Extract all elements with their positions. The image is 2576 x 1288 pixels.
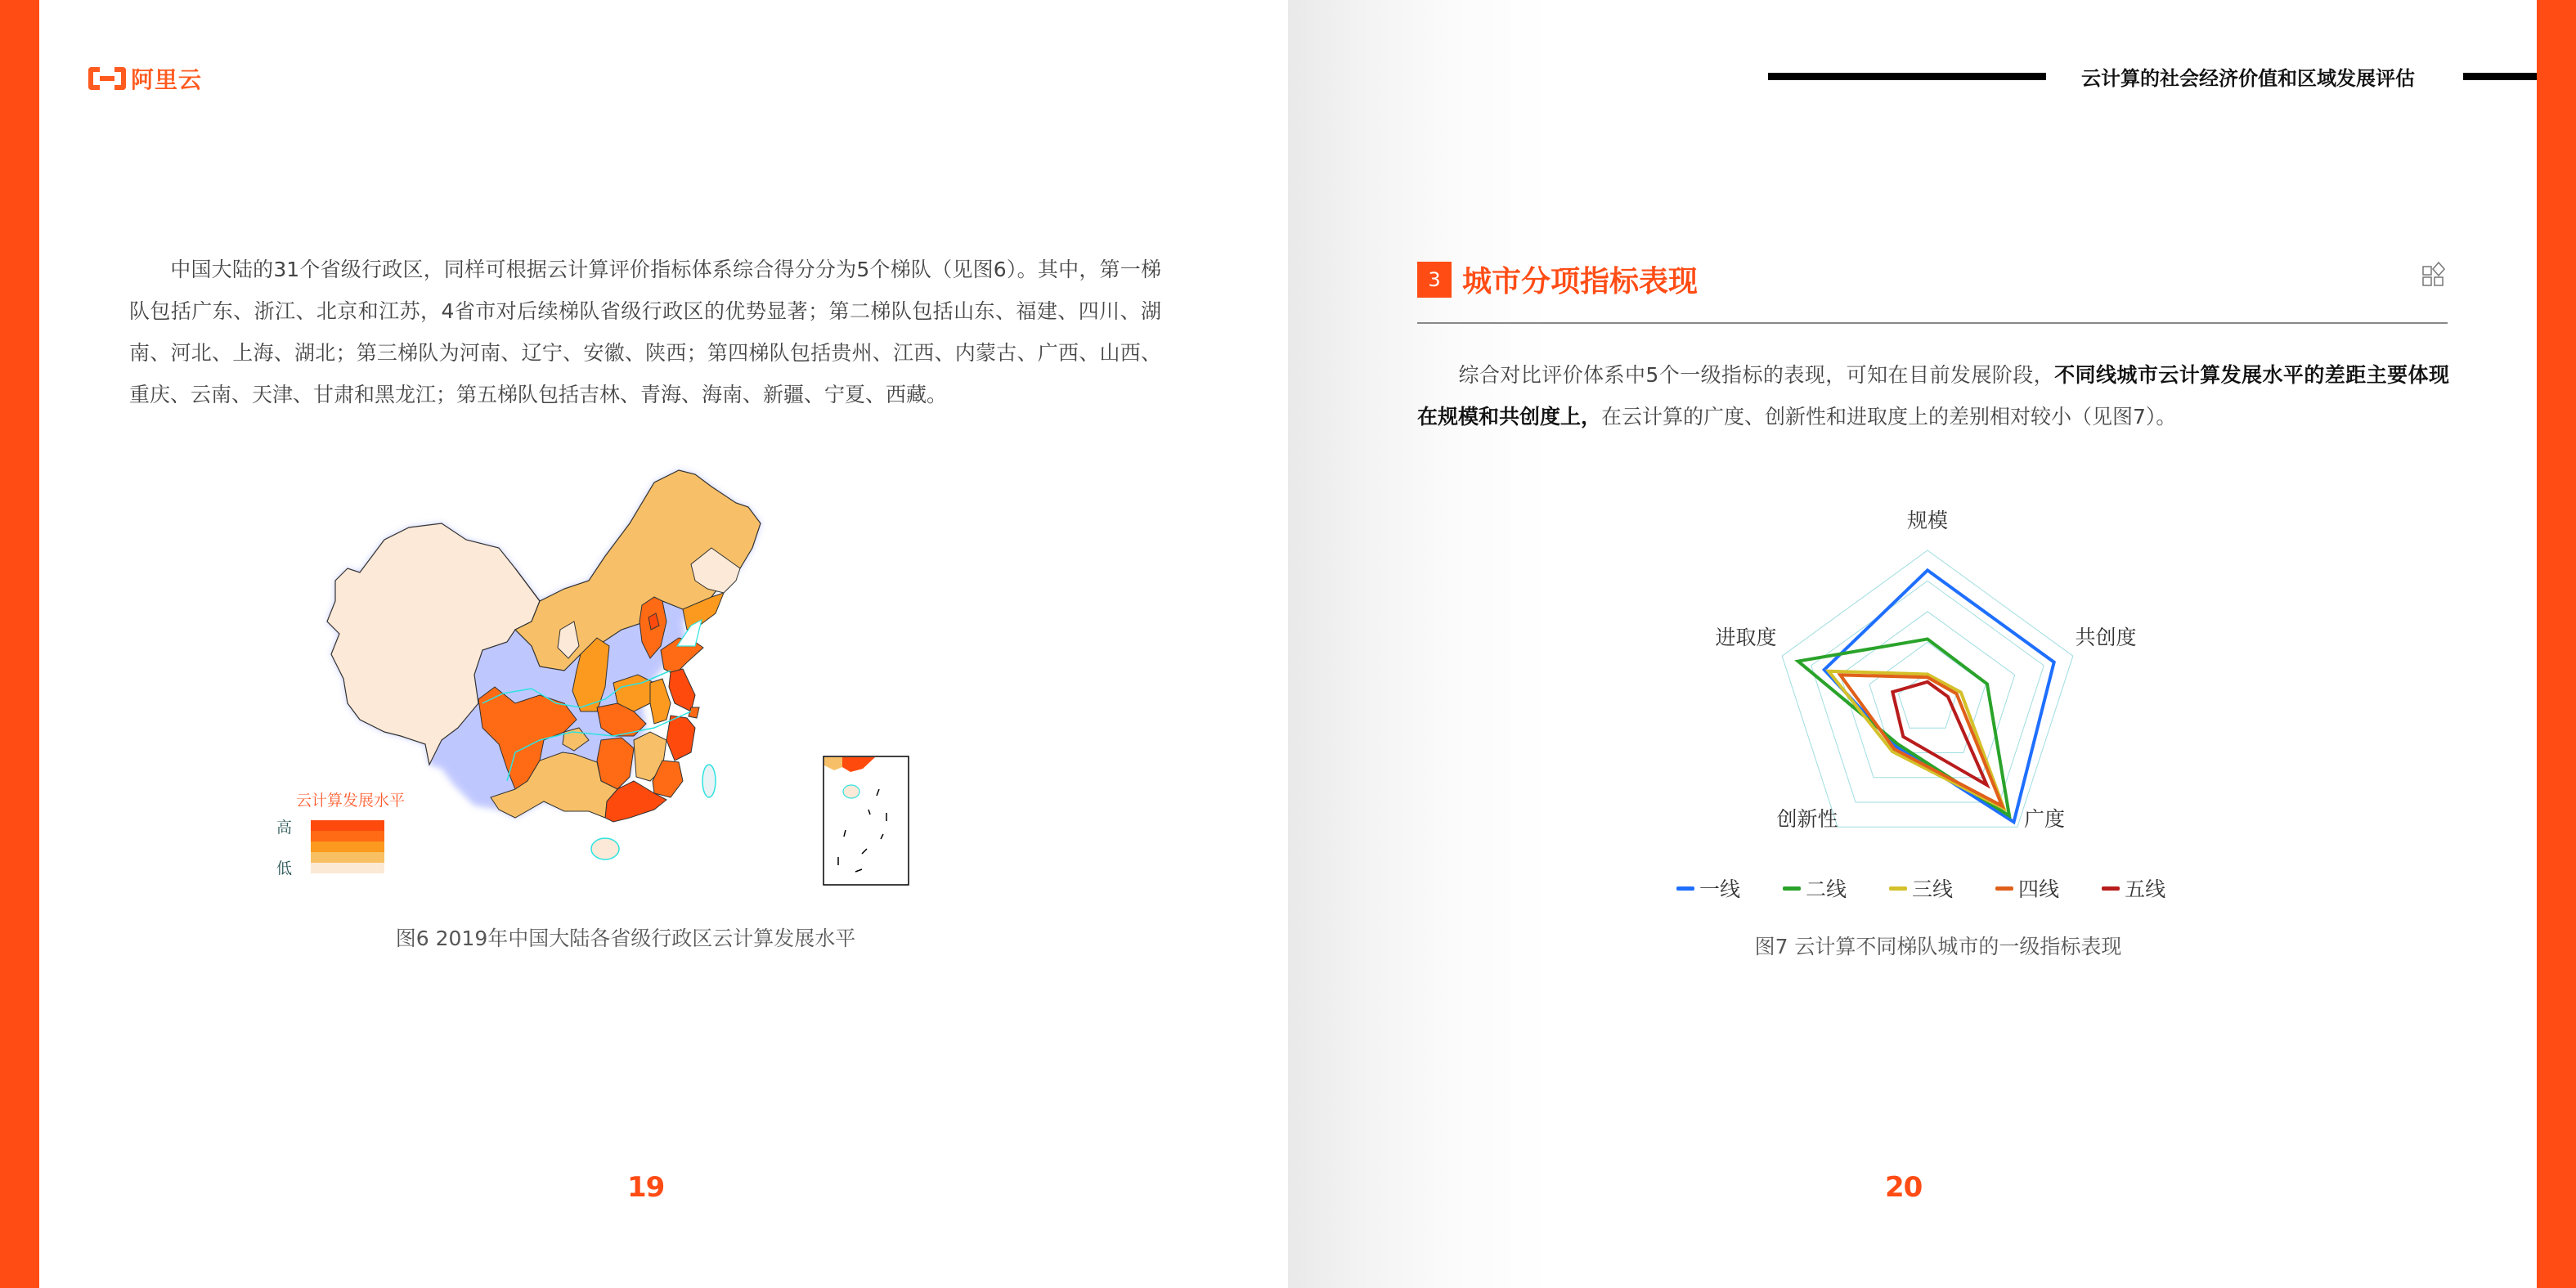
china-map-figure (270, 458, 916, 900)
radar-series-三线 (1829, 671, 2004, 809)
radar-axis-label: 广度 (2023, 807, 2066, 831)
legend-label: 一线 (1699, 877, 1741, 901)
aliyun-logo-icon (88, 67, 126, 90)
legend-item (1995, 873, 2059, 903)
radar-axis-label: 共创度 (2075, 626, 2137, 649)
legend-label: 五线 (2125, 877, 2166, 901)
legend-swatch (2102, 886, 2120, 891)
figure-7-caption: 图7 云计算不同梯队城市的一级指标表现 (1754, 935, 2122, 958)
aliyun-logo (88, 62, 202, 95)
right-paragraph-text-2: 在云计算的广度、创新性和进取度上的差别相对较小（见图7）。 (1601, 405, 2177, 429)
radar-chart (1685, 499, 2192, 859)
legend-item (2102, 873, 2165, 903)
radar-axis-label: 规模 (1906, 509, 1949, 532)
running-header: 云计算的社会经济价值和区域发展评估 (2081, 67, 2415, 90)
radar-chart-svg (1685, 499, 2192, 859)
radar-legend (1676, 873, 2165, 903)
right-paragraph (1417, 354, 2449, 438)
section-divider (1417, 322, 2448, 324)
left-edge-band (0, 0, 39, 1288)
legend-item (1783, 873, 1847, 903)
left-paragraph (129, 249, 1161, 415)
radar-grid-ring (1782, 550, 2073, 827)
china-map (270, 458, 916, 900)
legend-swatch (1889, 886, 1907, 891)
radar-axis-label: 创新性 (1776, 807, 1838, 831)
legend-label: 四线 (2018, 877, 2060, 901)
south-china-sea-inset (824, 756, 909, 885)
legend-swatch (1676, 886, 1694, 891)
map-legend-title: 云计算发展水平 (296, 792, 406, 810)
right-edge-band (2537, 0, 2576, 1288)
legend-item (1889, 873, 1953, 903)
page-number-19: 19 (627, 1171, 665, 1204)
radar-series-一线 (1824, 570, 2054, 822)
legend-label: 三线 (1912, 877, 1954, 901)
section-number-badge: 3 (1417, 262, 1452, 298)
map-legend-high: 高 (276, 819, 293, 837)
legend-label: 二线 (1806, 877, 1847, 901)
legend-swatch (1995, 886, 2013, 891)
map-legend-scale (311, 820, 384, 873)
apps-grid-icon (2421, 262, 2446, 286)
legend-swatch (1783, 886, 1801, 891)
header-rule-right (2463, 73, 2537, 80)
section-title: 城市分项指标表现 (1462, 265, 1699, 298)
logo-text: 阿里云 (131, 66, 203, 93)
legend-item (1676, 873, 1740, 903)
header-rule-left (1768, 73, 2046, 80)
left-paragraph-text: 中国大陆的31个省级行政区，同样可根据云计算评价指标体系综合得分分为5个梯队（见图6）。其中，第一梯队包括广东、浙江、北京和江苏，4省市对后续梯队省级行政区的优势显著；第二梯队包括山东、福建、四川、湖南、河北、上海、湖北；第三梯队为河南、辽宁、安徽、陕西；第四梯队包括贵州、江西、内蒙古、广西、山西、重庆、云南、天津、甘肃和黑龙江；第五梯队包括吉林、青海、海南、新疆、宁夏、西藏。 (129, 258, 1161, 406)
right-paragraph-emphasis: 不同线城市云计算发展水平的差距主要体现在规模和共创度上， (1417, 363, 2449, 429)
radar-axis-label: 进取度 (1715, 626, 1777, 649)
right-paragraph-text-1: 综合对比评价体系中5个一级指标的表现，可知在目前发展阶段， (1458, 363, 2055, 387)
page-number-20: 20 (1885, 1171, 1923, 1204)
map-legend-low: 低 (276, 859, 293, 877)
figure-6-caption: 图6 2019年中国大陆各省级行政区云计算发展水平 (395, 927, 856, 950)
